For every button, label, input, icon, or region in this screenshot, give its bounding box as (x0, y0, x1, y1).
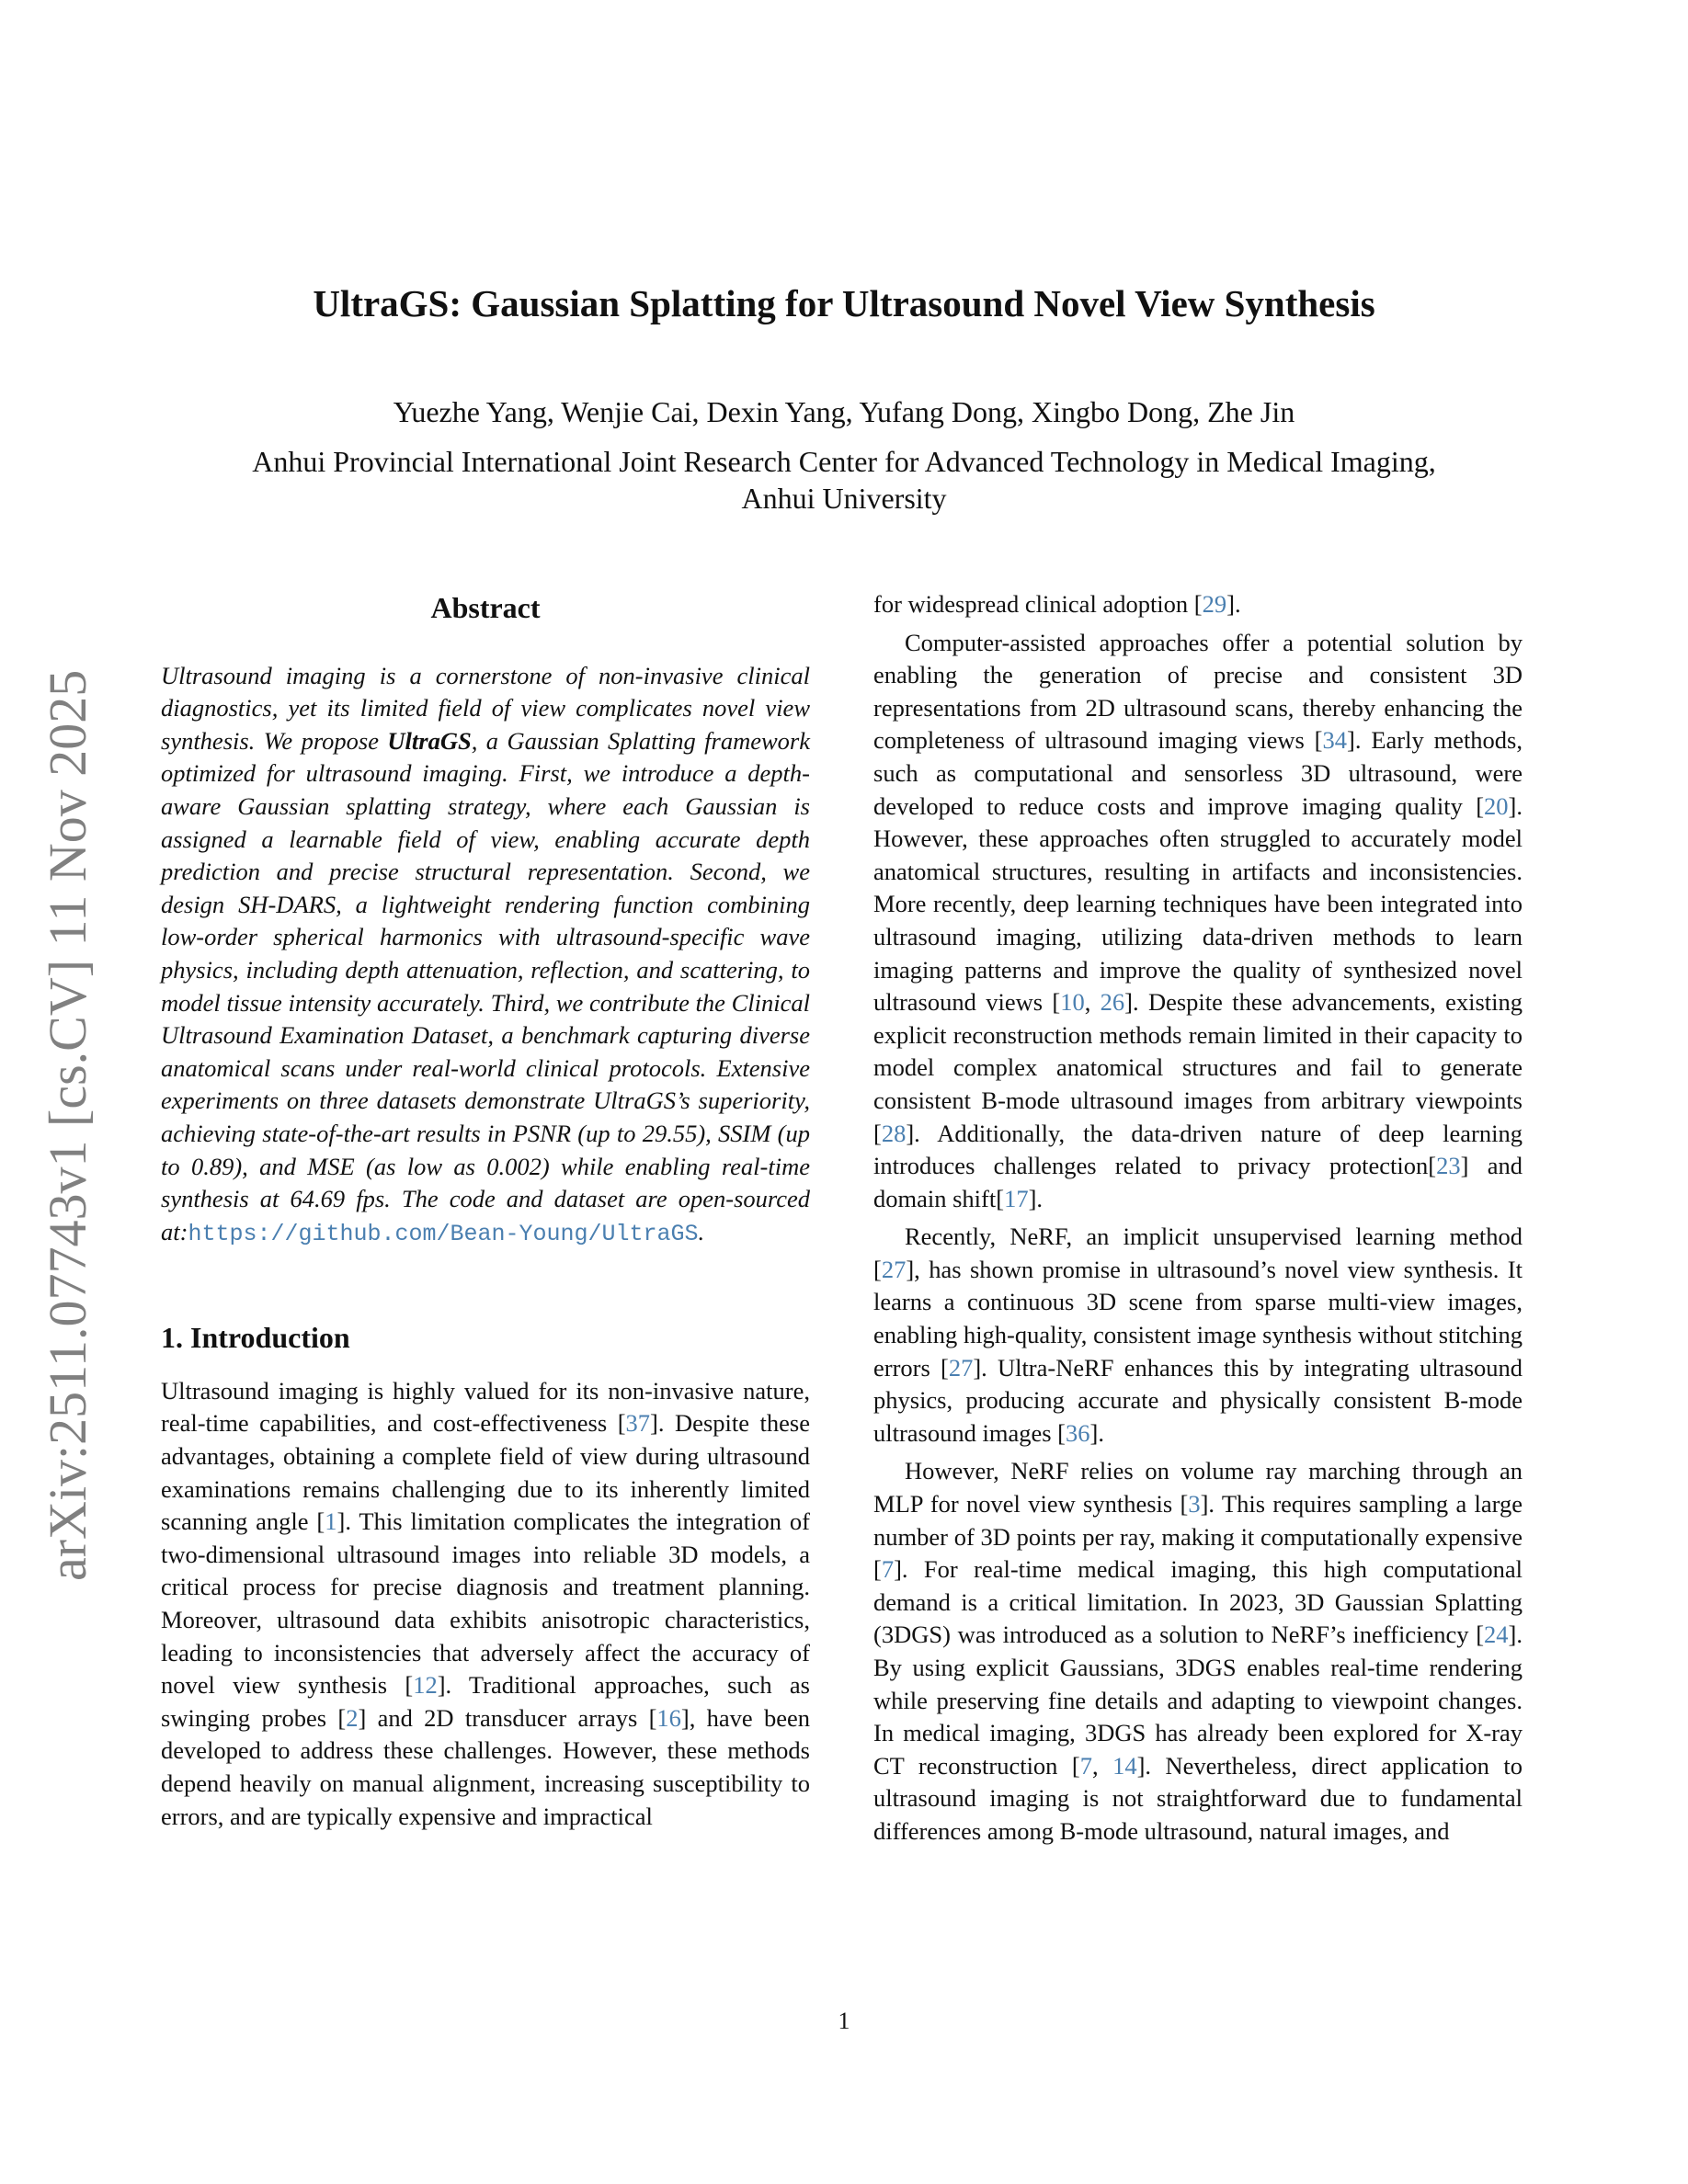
citation-link[interactable]: 27 (881, 1255, 907, 1283)
author-list: Yuezhe Yang, Wenjie Cai, Dexin Yang, Yufang Dong, Xingbo Dong, Zhe Jin (393, 395, 1295, 428)
citation-link[interactable]: 1 (325, 1507, 337, 1536)
abstract-method-name: UltraGS (387, 726, 472, 755)
intro-paragraph: Computer-assisted approaches offer a potential solution by enabling the generation of precise and consistent 3D representations from 2D ultrasound scans, thereby enhancing the completeness of ultrasound imaging views [34]. Early methods, such as computational and sensorless 3D ultrasound, were developed to reduce costs and improve imaging quality [20]. However, these approaches often struggled to accurately model anatomical structures, resulting in artifacts and inconsistencies. More recently, deep learning techniques have been integrated into ultrasound imaging, utilizing data-driven methods to learn imaging patterns and improve the quality of synthesized novel ultrasound views [10, 26]. Despite these advancements, existing explicit reconstruction methods remain limited in their capacity to model complex anatomical structures and fail to generate consistent B-mode ultrasound images from arbitrary viewpoints [28]. Additionally, the data-driven nature of deep learning introduces challenges related to privacy protection[23] and domain shift[17]. (873, 628, 1523, 1212)
github-link[interactable]: https://github.com/Bean-Young/UltraGS (188, 1220, 699, 1247)
citation-link[interactable]: 12 (413, 1671, 438, 1700)
citation-link[interactable]: 37 (625, 1409, 651, 1438)
intro-paragraph: for widespread clinical adoption [29]. (873, 590, 1241, 618)
abstract-text-2: , a Gaussian Splatting framework optimized for ultrasound imaging. First, we introduce a depth-aware Gaussian splatting strategy, where each Gaussian is assigned a learnable field of view, enabling accurate depth prediction and precise structural representation. Second, we design SH-DARS, a lightweight rendering function combining low-order spherical harmonics with ultrasound-specific wave physics, including depth attenuation, reflection, and scattering, to model tissue intensity accurately. Third, we contribute the Clinical Ultrasound Examination Dataset, a benchmark capturing diverse anatomical scans under real-world clinical protocols. Extensive experiments on three datasets demonstrate UltraGS’s superiority, achieving state-of-the-art results in PSNR (up to 29.55), SSIM (up to 0.89), and MSE (as low as 0.002) while enabling real-time synthesis at 64.69 fps. The code and dataset are open-sourced at: (161, 726, 810, 1246)
citation-link[interactable]: 10 (1060, 988, 1085, 1017)
affiliation (0, 443, 1688, 517)
page-number: 1 (838, 2008, 850, 2034)
left-column (161, 588, 810, 1833)
citation-link[interactable]: 3 (1188, 1490, 1201, 1519)
citation-link[interactable]: 7 (881, 1555, 895, 1584)
intro-paragraph-left: Ultrasound imaging is highly valued for its non-invasive nature, real-time capabilities, and cost-effectiveness [37]. Despite these advantages, obtaining a complete field of view during ultrasound examinations remains challenging due to its inherently limited scanning angle [1]. This limitation complicates the integration of two-dimensional ultrasound images into reliable 3D models, a critical process for precise diagnosis and treatment planning. Moreover, ultrasound data exhibits anisotropic characteristics, leading to inconsistencies that adversely affect the accuracy of novel view synthesis [12]. Traditional approaches, such as swinging probes [2] and 2D transducer arrays [16], have been developed to address these challenges. However, these methods depend heavily on manual alignment, increasing susceptibility to errors, and are typically expensive and impractical (161, 1376, 810, 1830)
abstract-body (161, 660, 810, 1251)
citation-link[interactable]: 29 (1202, 590, 1227, 618)
arxiv-identifier-stamp: arXiv:2511.07743v1 [cs.CV] 11 Nov 2025 (38, 669, 97, 1581)
section-heading-introduction: 1. Introduction (161, 1321, 350, 1355)
citation-link[interactable]: 7 (1079, 1751, 1092, 1780)
citation-link[interactable]: 24 (1484, 1621, 1509, 1649)
abstract-text-1: Ultrasound imaging is a cornerstone of non-invasive clinical diagnostics, yet its limited field of view complicates novel view synthesis. We propose (161, 661, 810, 755)
citation-link[interactable]: 17 (1004, 1184, 1029, 1212)
citation-link[interactable]: 23 (1436, 1152, 1461, 1180)
citation-link[interactable]: 16 (656, 1703, 681, 1732)
affiliation-line-2: Anhui University (741, 482, 947, 515)
abstract-end: . (698, 1217, 705, 1246)
intro-paragraph: Recently, NeRF, an implicit unsupervised learning method [27], has shown promise in ultrasound’s novel view synthesis. It learns a continuous 3D scene from sparse multi-view images, enabling high-quality, consistent image synthesis without stitching errors [27]. Ultra-NeRF enhances this by integrating ultrasound physics, producing accurate and physically consistent B-mode ultrasound images [36]. (873, 1223, 1523, 1447)
citation-link[interactable]: 28 (881, 1119, 907, 1147)
abstract-heading: Abstract (430, 591, 541, 624)
citation-link[interactable]: 36 (1066, 1418, 1090, 1447)
citation-link[interactable]: 34 (1322, 726, 1348, 755)
citation-link[interactable]: 20 (1484, 791, 1509, 820)
right-column (873, 588, 1523, 1848)
citation-link[interactable]: 27 (948, 1353, 974, 1382)
intro-paragraph: However, NeRF relies on volume ray marching through an MLP for novel view synthesis [3]. This requires sampling a large number of 3D points per ray, making it computationally expensive [7]. For real-time medical imaging, this high computational demand is a critical limitation. In 2023, 3D Gaussian Splatting (3DGS) was introduced as a solution to NeRF’s inefficiency [24]. By using explicit Gaussians, 3DGS enables real-time rendering while preserving fine details and adapting to viewpoint changes. In medical imaging, 3DGS has already been explored for X-ray CT reconstruction [7, 14]. Nevertheless, direct application to ultrasound imaging is not straightforward due to fundamental differences among B-mode ultrasound, natural images, and (873, 1457, 1523, 1845)
affiliation-line-1: Anhui Provincial International Joint Research Center for Advanced Technology in Medical Imaging, (252, 445, 1436, 478)
citation-link[interactable]: 26 (1100, 988, 1125, 1017)
paper-title: UltraGS: Gaussian Splatting for Ultrasound Novel View Synthesis (313, 282, 1375, 324)
citation-link[interactable]: 2 (346, 1703, 359, 1732)
citation-link[interactable]: 14 (1112, 1751, 1137, 1780)
